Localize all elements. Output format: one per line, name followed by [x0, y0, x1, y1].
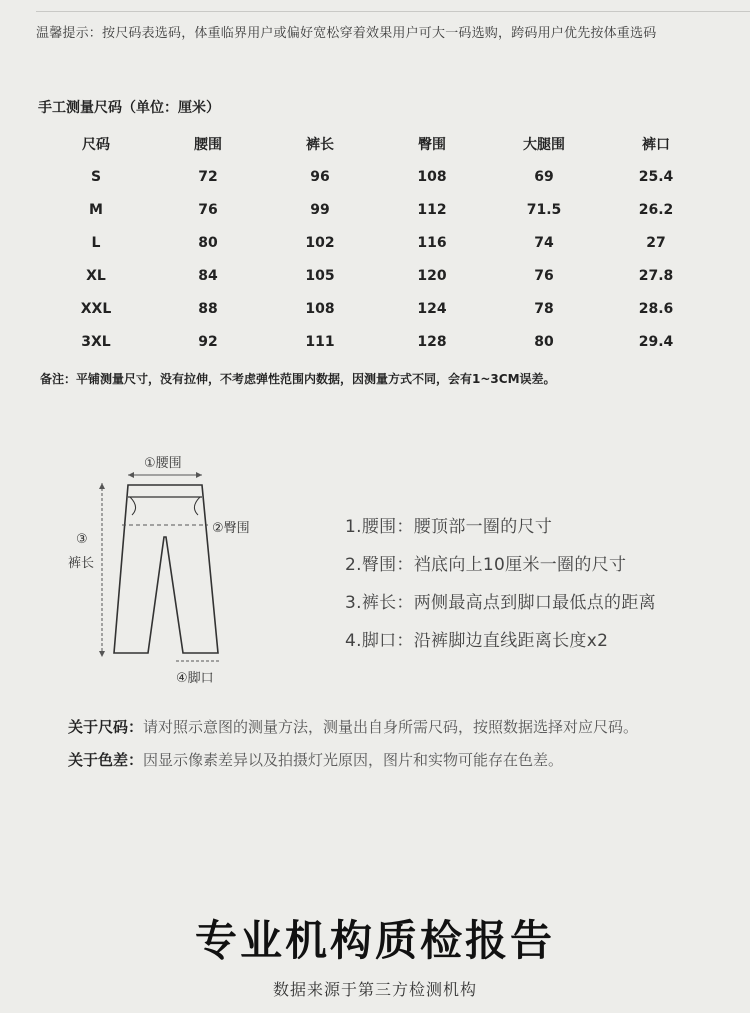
table-cell: 105	[305, 267, 335, 284]
table-cell: S	[90, 168, 102, 185]
table-cell: 111	[305, 333, 335, 350]
header-length: 裤长	[306, 136, 334, 153]
table-cell: 124	[417, 300, 447, 317]
definition-hip: 2.臀围：裆底向上10厘米一圈的尺寸	[345, 555, 627, 575]
header-waist: 腰围	[194, 136, 222, 153]
table-cell: 108	[305, 300, 335, 317]
about-color-label: 关于色差：	[68, 751, 144, 769]
size-tip: 温馨提示：按尺码表选码，体重临界用户或偏好宽松穿着效果用户可大一码选购，跨码用户优先按体重选码	[36, 26, 657, 41]
table-cell: 3XL	[81, 333, 111, 350]
measurement-note: 备注：平铺测量尺寸，没有拉伸，不考虑弹性范围内数据，因测量方式不同，会有1~3CM误差。	[40, 372, 556, 386]
about-color-text: 因显示像素差异以及拍摄灯光原因，图片和实物可能存在色差。	[143, 751, 564, 769]
table-cell: L	[91, 234, 101, 251]
table-header-row	[40, 127, 712, 160]
table-cell: 120	[417, 267, 447, 284]
table-cell: 99	[310, 201, 330, 218]
table-row	[40, 193, 712, 226]
table-cell: 128	[417, 333, 447, 350]
top-divider	[36, 11, 750, 12]
table-cell: 28.6	[638, 300, 674, 317]
table-cell: 80	[198, 234, 218, 251]
about-size-text: 请对照示意图的测量方法，测量出自身所需尺码，按照数据选择对应尺码。	[143, 718, 639, 736]
table-cell: 72	[198, 168, 218, 185]
length-number: ③	[76, 532, 88, 547]
pants-diagram	[60, 445, 300, 695]
about-size	[68, 716, 638, 737]
table-cell: 71.5	[526, 201, 562, 218]
table-cell: 25.4	[638, 168, 674, 185]
table-row	[40, 259, 712, 292]
header-hem: 裤口	[642, 136, 670, 153]
report-subtitle: 数据来源于第三方检测机构	[272, 980, 477, 999]
table-cell: 80	[534, 333, 554, 350]
table-cell: 112	[417, 201, 447, 218]
table-cell: 74	[534, 234, 554, 251]
table-cell: 84	[198, 267, 218, 284]
about-size-label: 关于尺码：	[68, 718, 144, 736]
length-label: 裤长	[68, 556, 95, 571]
table-row	[40, 292, 712, 325]
table-row	[40, 160, 712, 193]
left-pocket	[130, 497, 136, 515]
about-color	[68, 749, 563, 770]
header-hip: 臀围	[418, 136, 446, 153]
waist-label: ①腰围	[144, 456, 182, 471]
pants-outline	[114, 485, 218, 653]
size-table	[40, 127, 712, 358]
table-row	[40, 325, 712, 358]
table-cell: 76	[198, 201, 218, 218]
hem-label: ④脚口	[176, 671, 214, 686]
header-thigh: 大腿围	[523, 136, 565, 153]
table-cell: 29.4	[638, 333, 674, 350]
report-title: 专业机构质检报告	[194, 916, 555, 965]
table-cell: 26.2	[638, 201, 674, 218]
table-cell: 102	[305, 234, 335, 251]
table-cell: 69	[534, 168, 554, 185]
table-cell: 76	[534, 267, 554, 284]
table-row	[40, 226, 712, 259]
table-cell: M	[89, 201, 103, 218]
table-cell: 27.8	[638, 267, 674, 284]
definition-length: 3.裤长：两侧最高点到脚口最低点的距离	[345, 593, 656, 613]
hip-label: ②臀围	[212, 521, 250, 536]
table-cell: 78	[534, 300, 554, 317]
table-cell: 92	[198, 333, 218, 350]
table-cell: 27	[646, 234, 666, 251]
definition-hem: 4.脚口：沿裤脚边直线距离长度x2	[345, 631, 609, 651]
table-cell: XXL	[80, 300, 112, 317]
table-cell: 108	[417, 168, 447, 185]
table-cell: XL	[86, 267, 106, 284]
section-title: 手工测量尺码（单位：厘米）	[38, 100, 220, 116]
right-pocket	[194, 497, 200, 515]
table-cell: 116	[417, 234, 447, 251]
table-cell: 88	[198, 300, 218, 317]
table-cell: 96	[310, 168, 330, 185]
header-size: 尺码	[82, 136, 110, 153]
definition-waist: 1.腰围：腰顶部一圈的尺寸	[345, 517, 553, 537]
